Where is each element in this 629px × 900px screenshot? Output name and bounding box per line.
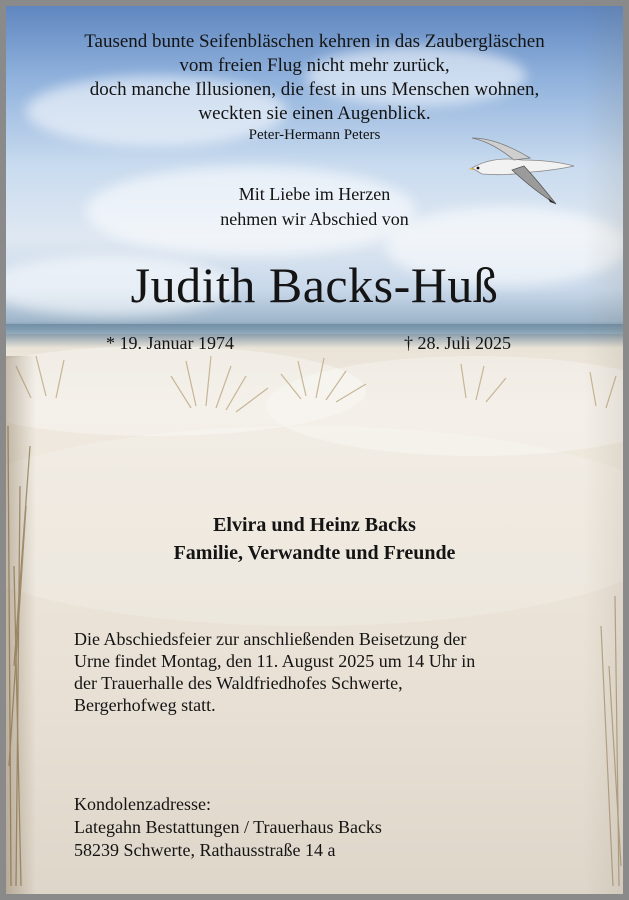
mourners-line: Elvira und Heinz Backs — [213, 514, 416, 536]
intro-text — [6, 182, 623, 232]
poem-line: weckten sie einen Augenblick. — [198, 103, 431, 124]
poem-line: doch manche Illusionen, die fest in uns Menschen wohnen, — [89, 79, 540, 100]
mourners — [6, 511, 623, 567]
ceremony-line: Bergerhofweg statt. — [74, 695, 216, 715]
intro-line: nehmen wir Abschied von — [220, 209, 409, 229]
ceremony-line: der Trauerhalle des Waldfriedhofes Schwerte, — [74, 673, 403, 693]
ceremony-line: Urne findet Montag, den 11. August 2025 um 14 Uhr in — [74, 651, 476, 671]
birth-date: * 19. Januar 1974 — [106, 333, 234, 353]
poem-line: Tausend bunte Seifenbläschen kehren in das Zaubergläschen — [84, 31, 545, 52]
ceremony-info — [74, 628, 594, 716]
condolence-address — [74, 793, 382, 862]
address-label: Kondolenzadresse: — [74, 794, 211, 814]
ceremony-line: Die Abschiedsfeier zur anschließenden Beisetzung der — [74, 629, 467, 649]
poem-author: Peter-Hermann Peters — [248, 127, 381, 143]
death-date: † 28. Juli 2025 — [404, 333, 512, 353]
deceased-name: Judith Backs-Huß — [130, 257, 499, 313]
mourners-line: Familie, Verwandte und Freunde — [173, 542, 456, 564]
obituary-card — [6, 6, 623, 894]
poem-line: vom freien Flug nicht mehr zurück, — [179, 55, 450, 76]
address-line: 58239 Schwerte, Rathausstraße 14 a — [74, 840, 336, 860]
intro-line: Mit Liebe im Herzen — [238, 184, 391, 204]
address-line: Lategahn Bestattungen / Trauerhaus Backs — [74, 817, 382, 837]
poem — [6, 30, 623, 126]
